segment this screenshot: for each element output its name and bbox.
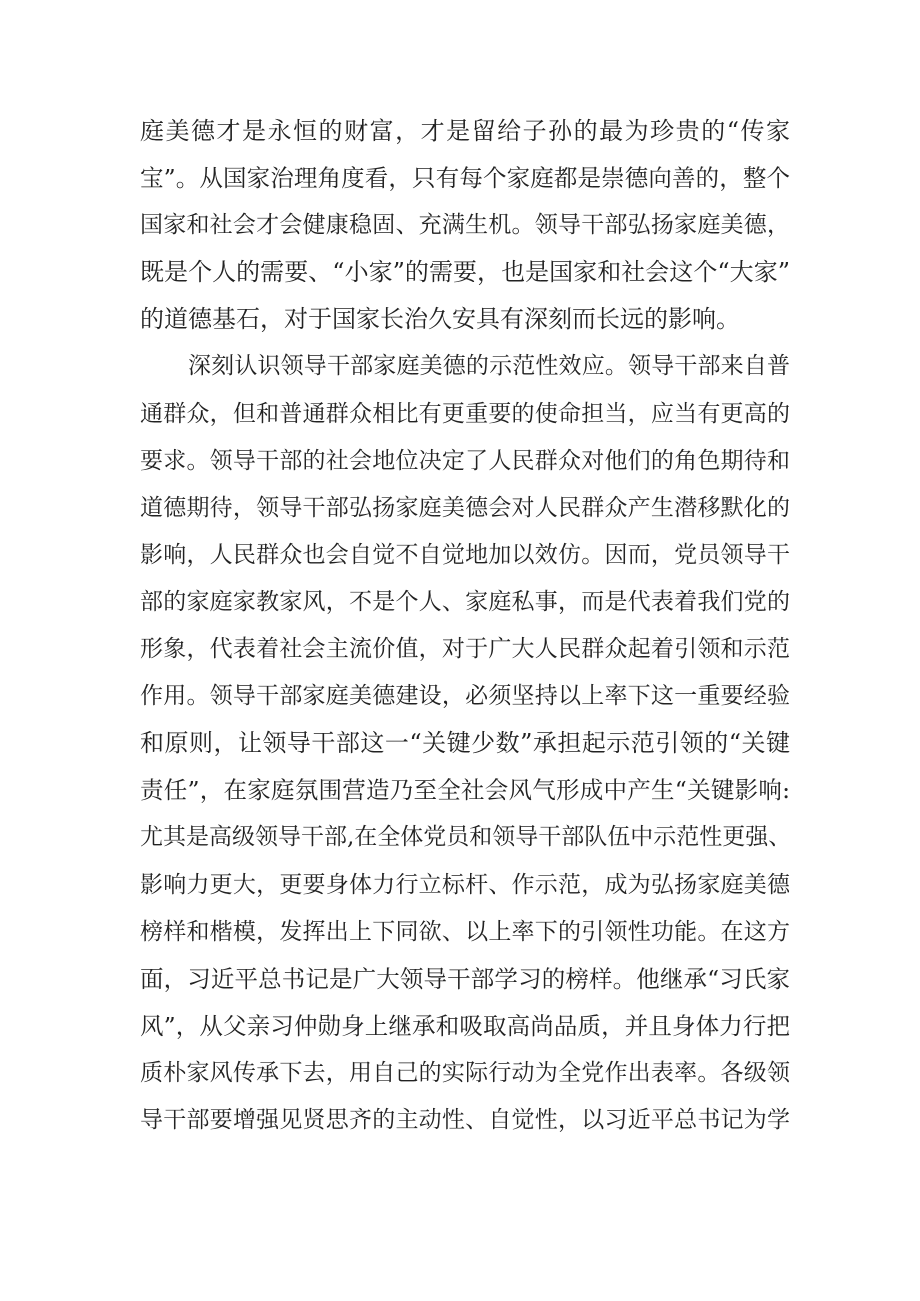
text-line: 和原则，让领导干部这一“关键少数”承担起示范引领的“关键 <box>140 729 790 758</box>
text-line: 部的家庭家教家风，不是个人、家庭私事，而是代表着我们党的 <box>140 588 790 615</box>
text-line: 质朴家风传承下去，用自己的实际行动为全党作出表率。各级领 <box>140 1059 790 1086</box>
text-line: 庭美德才是永恒的财富，才是留给子孙的最为珍贵的“传家 <box>140 117 790 145</box>
text-line: 要求。领导干部的社会地位决定了人民群众对他们的角色期待和 <box>140 447 790 474</box>
text-line: 作用。领导干部家庭美德建设，必须坚持以上率下这一重要经验 <box>140 683 790 710</box>
text-line: 道德期待，领导干部弘扬家庭美德会对人民群众产生潜移默化的 <box>140 494 790 521</box>
text-line: 责任”，在家庭氛围营造乃至全社会风气形成中产生“关键影响: <box>140 776 790 805</box>
text-line: 面，习近平总书记是广大领导干部学习的榜样。他继承“习氏家 <box>140 964 790 993</box>
text-line: 通群众，但和普通群众相比有更重要的使命担当，应当有更高的 <box>140 400 790 427</box>
text-line: 深刻认识领导干部家庭美德的示范性效应。领导干部来自普 <box>188 353 790 380</box>
text-line: 形象，代表着社会主流价值，对于广大人民群众起着引领和示范 <box>140 636 790 663</box>
text-line: 既是个人的需要、“小家”的需要，也是国家和社会这个“大家” <box>140 258 790 287</box>
body-text <box>140 108 790 1144</box>
text-line: 导干部要增强见贤思齐的主动性、自觉性，以习近平总书记为学 <box>140 1106 790 1133</box>
text-line: 国家和社会才会健康稳固、充满生机。领导干部弘扬家庭美德， <box>140 212 790 239</box>
text-line: 风”，从父亲习仲勋身上继承和吸取高尚品质，并且身体力行把 <box>140 1011 790 1040</box>
text-line: 尤其是高级领导干部,在全体党员和领导干部队伍中示范性更强、 <box>140 824 792 851</box>
text-line: 宝”。从国家治理角度看，只有每个家庭都是崇德向善的，整个 <box>140 164 790 193</box>
text-line: 影响，人民群众也会自觉不自觉地加以效仿。因而，党员领导干 <box>140 541 790 568</box>
text-line: 的道德基石，对于国家长治久安具有深刻而长远的影响。 <box>140 305 740 334</box>
text-line: 影响力更大，更要身体力行立标杆、作示范，成为弘扬家庭美德 <box>140 871 790 898</box>
text-line: 榜样和楷模，发挥出上下同欲、以上率下的引领性功能。在这方 <box>140 918 790 945</box>
